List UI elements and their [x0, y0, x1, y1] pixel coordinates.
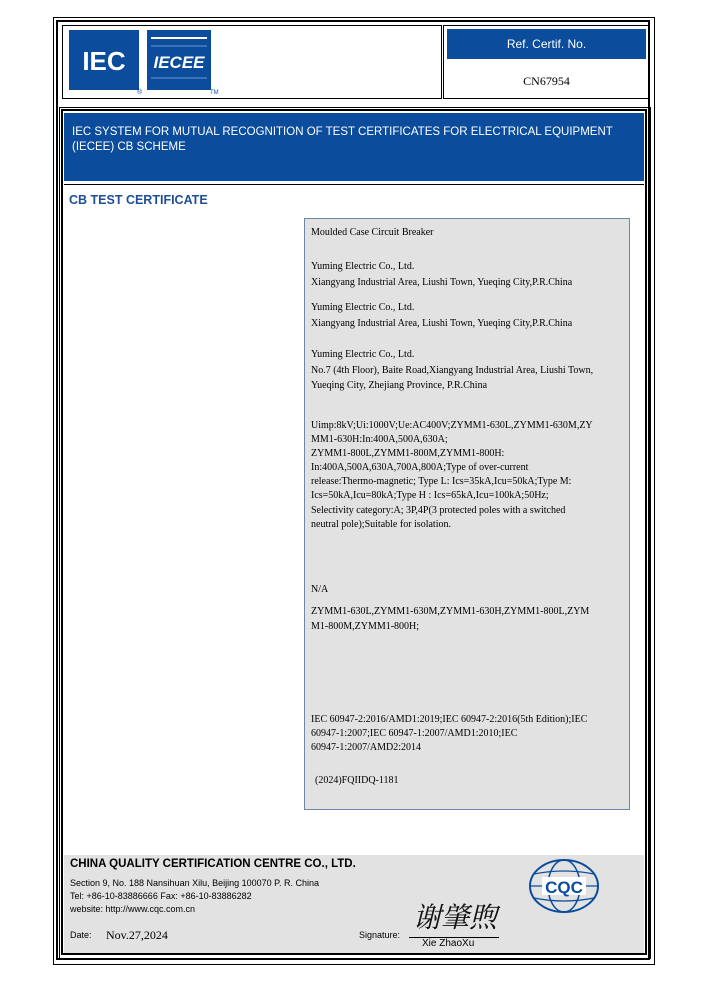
- svg-text:谢肇煦: 谢肇煦: [412, 901, 498, 934]
- factory-address-line-1: No.7 (4th Floor), Baite Road,Xiangyang Industrial Area, Liushi Town,: [311, 365, 594, 376]
- ref-value: CN67954: [523, 74, 570, 88]
- svg-text:®: ®: [137, 89, 143, 96]
- ratings-line-4: In:400A,500A,630A,700A,800A;Type of over-current: [311, 462, 529, 473]
- logo-cell: [62, 25, 442, 99]
- standards-line-3: 60947-1:2007/AMD2:2014: [311, 742, 421, 753]
- date-value: Nov.27,2024: [106, 928, 168, 942]
- factory-name: Yuming Electric Co., Ltd.: [311, 349, 415, 360]
- svg-text:CQC: CQC: [545, 878, 583, 897]
- manufacturer-name: Yuming Electric Co., Ltd.: [311, 302, 415, 313]
- ref-certificate-cell: [443, 25, 650, 99]
- applicant-address: Xiangyang Industrial Area, Liushi Town, Yueqing City,P.R.China: [311, 277, 573, 288]
- ratings-line-3: ZYMM1-800L,ZYMM1-800M,ZYMM1-800H:: [311, 448, 505, 459]
- ratings-line-2: MM1-630H:In:400A,500A,630A;: [311, 434, 448, 445]
- certificate-title: CB TEST CERTIFICATE: [69, 193, 208, 207]
- banner-title: IEC SYSTEM FOR MUTUAL RECOGNITION OF TEST CERTIFICATES FOR ELECTRICAL EQUIPMENT (IECEE) CB SCHEME: [72, 126, 613, 153]
- signature-label: Signature:: [359, 930, 401, 940]
- ratings-line-8: neutral pole);Suitable for isolation.: [311, 519, 451, 530]
- manufacturer-address: Xiangyang Industrial Area, Liushi Town, Yueqing City,P.R.China: [311, 318, 573, 329]
- product-text: Moulded Case Circuit Breaker: [311, 227, 434, 238]
- models-line-1: ZYMM1-630L,ZYMM1-630M,ZYMM1-630H,ZYMM1-800L,ZYM: [311, 606, 590, 617]
- cqc-globe-logo: [528, 858, 600, 914]
- iec-iecee-logo: [67, 28, 227, 96]
- issuer-phone: Tel: +86-10-83886666 Fax: +86-10-83886282: [70, 891, 252, 901]
- svg-text:IEC: IEC: [82, 46, 126, 76]
- standards-line-1: IEC 60947-2:2016/AMD1:2019;IEC 60947-2:2016(5th Edition);IEC: [311, 714, 588, 725]
- ratings-line-5: release:Thermo-magnetic; Type L: Ics=35kA,Icu=50kA;Type M:: [311, 476, 572, 487]
- scheme-banner: [64, 113, 644, 181]
- issuer-website: website: http://www.cqc.com.cn: [70, 904, 196, 914]
- report-number: (2024)FQIIDQ-1181: [315, 775, 399, 786]
- ratings-line-6: Ics=50kA,Icu=80kA;Type H : Ics=65kA,Icu=100kA;50Hz;: [311, 490, 549, 501]
- svg-text:IECEE: IECEE: [153, 53, 205, 72]
- issuer-name: CHINA QUALITY CERTIFICATION CENTRE CO., LTD.: [70, 858, 356, 870]
- models-line-2: M1-800M,ZYMM1-800H;: [311, 621, 420, 632]
- svg-text:TM: TM: [210, 90, 219, 96]
- factory-address-line-2: Yueqing City, Zhejiang Province, P.R.China: [311, 380, 488, 391]
- banner-separator: [64, 184, 644, 185]
- standards-line-2: 60947-1:2007;IEC 60947-1:2007/AMD1:2010;IEC: [311, 728, 518, 739]
- ratings-line-7: Selectivity category:A; 3P,4P(3 protected poles with a switched: [311, 505, 566, 516]
- issuer-address: Section 9, No. 188 Nansihuan Xilu, Beijing 100070 P. R. China: [70, 878, 319, 888]
- signature-image: [405, 895, 505, 937]
- signatory-name: Xie ZhaoXu: [422, 938, 475, 949]
- date-label: Date:: [70, 930, 92, 940]
- applicant-name: Yuming Electric Co., Ltd.: [311, 261, 415, 272]
- trademark-text: N/A: [311, 584, 329, 595]
- ref-label: Ref. Certif. No.: [447, 29, 646, 59]
- ratings-line-1: Uimp:8kV;Ui:1000V;Ue:AC400V;ZYMM1-630L,ZYMM1-630M,ZY: [311, 420, 593, 431]
